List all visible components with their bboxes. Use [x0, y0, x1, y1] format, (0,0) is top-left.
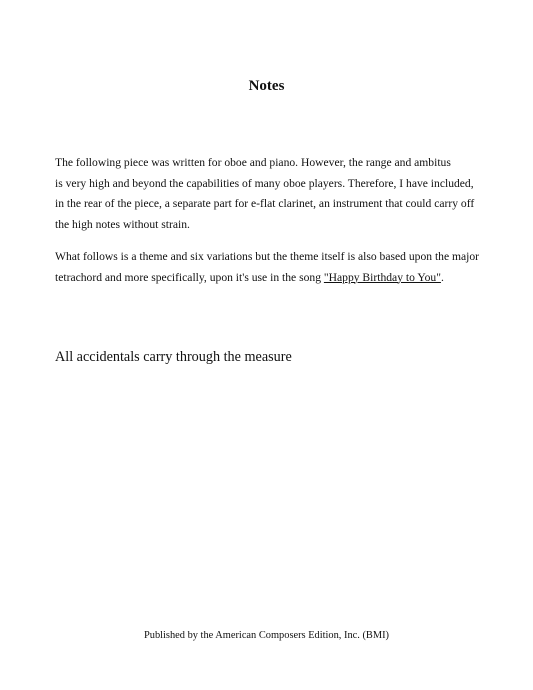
- theme-line-2: [55, 268, 505, 289]
- happy-birthday-link[interactable]: "Happy Birthday to You": [323, 270, 441, 284]
- intro-line-1: The following piece was written for oboe and piano. However, the range and ambitus: [55, 156, 451, 169]
- theme-line-2-text: tetrachord and more specifically, upon it's use in the song: [55, 270, 324, 284]
- theme-paragraph: [55, 247, 505, 288]
- accidentals-note: All accidentals carry through the measure: [55, 349, 292, 365]
- page-title: Notes: [248, 78, 285, 94]
- intro-line-3: in the rear of the piece, a separate part for e-flat clarinet, an instrument that could carry off: [55, 197, 475, 210]
- publisher-footer: Published by the American Composers Edition, Inc. (BMI): [143, 630, 389, 641]
- theme-line-2-period: .: [440, 270, 444, 284]
- theme-line-1: What follows is a theme and six variations but the theme itself is also based upon the major: [55, 250, 480, 263]
- intro-paragraph: [55, 153, 505, 235]
- intro-line-2: is very high and beyond the capabilities of many oboe players. Therefore, I have included,: [55, 176, 474, 190]
- intro-line-4: the high notes without strain.: [55, 217, 190, 231]
